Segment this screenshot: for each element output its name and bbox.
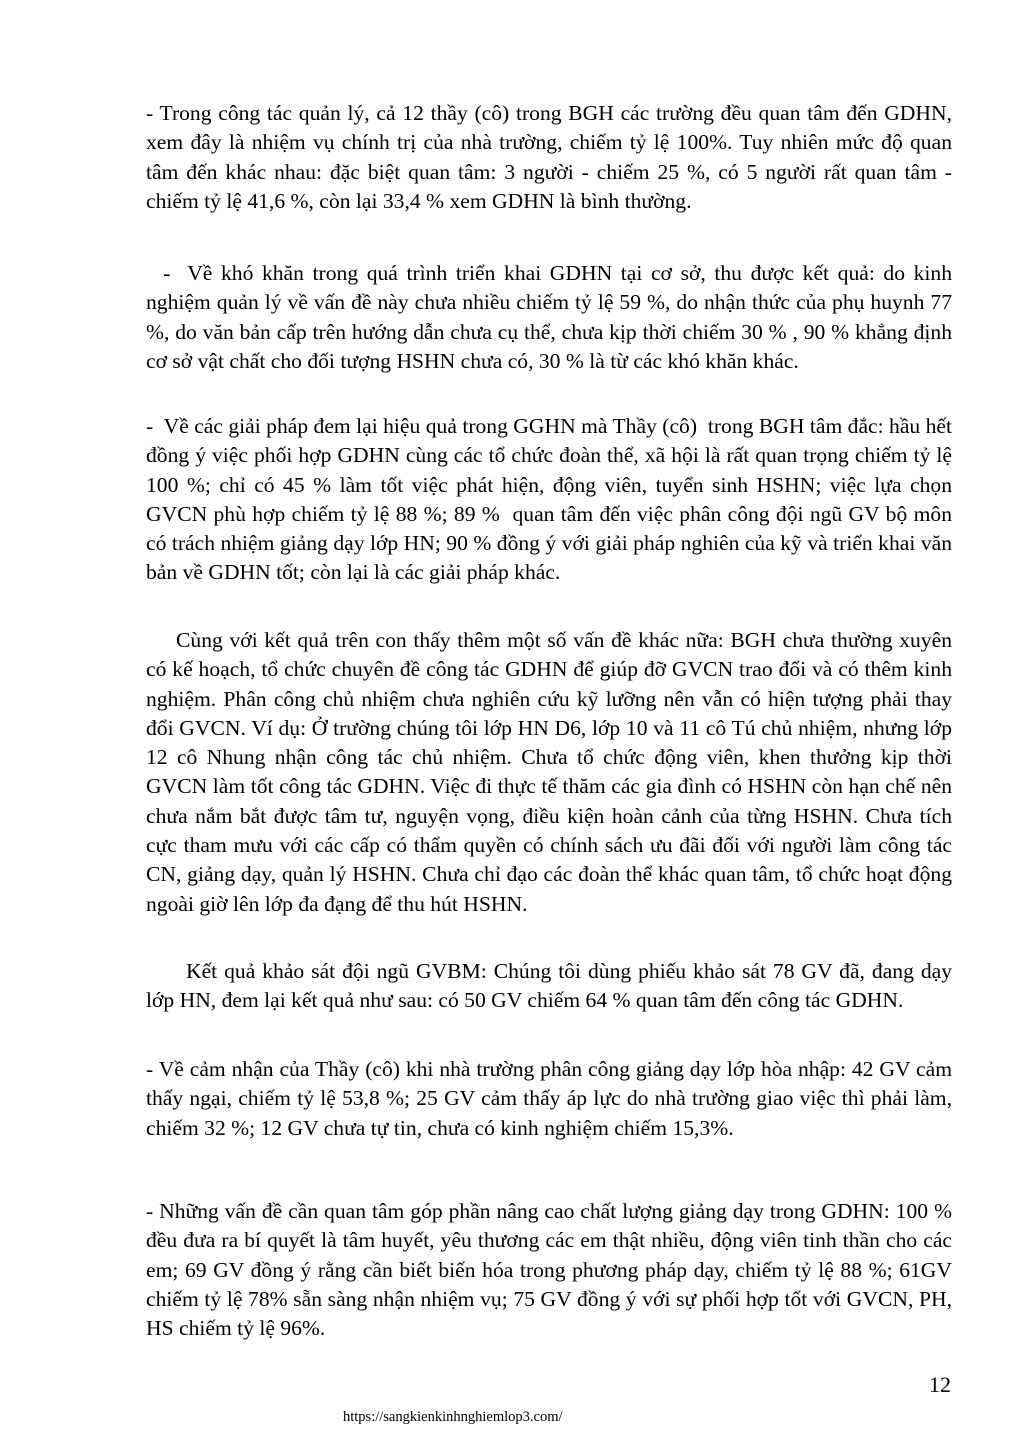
paragraph-other-issues: Cùng với kết quả trên con thấy thêm một số vấn đề khác nữa: BGH chưa thường xuyên có kế hoạch, tổ chức chuyên đề công tác GDHN để giúp đỡ GVCN trao đổi và có thêm kinh nghiệm. Phân công chủ nhiệm chưa nghiên cứu kỹ lưỡng nên vẫn có hiện tượng phải thay đổi GVCN. Ví dụ: Ở trường chúng tôi lớp HN D6, lớp 10 và 11 cô Tú chủ nhiệm, nhưng lớp 12 cô Nhung nhận công tác chủ nhiệm. Chưa tổ chức động viên, khen thưởng kịp thời GVCN làm tốt công tác GDHN. Việc đi thực tế thăm các gia đình có HSHN còn hạn chế nên chưa nắm bắt được tâm tư, nguyện vọng, điều kiện hoàn cảnh của từng HSHN. Chưa tích cực tham mưu với các cấp có thẩm quyền có chính sách ưu đãi đối với người làm công tác CN, giảng dạy, quản lý HSHN. Chưa chỉ đạo các đoàn thể khác quan tâm, tổ chức hoạt động ngoài giờ lên lớp đa đạng để thu hút HSHN. — [146, 628, 952, 916]
footer-url[interactable]: https://sangkienkinhnghiemlop3.com/ — [343, 1409, 563, 1425]
page-number: 12 — [929, 1372, 951, 1397]
paragraph-management: - Trong công tác quản lý, cả 12 thầy (cô) trong BGH các trường đều quan tâm đến GDHN, xem đây là nhiệm vụ chính trị của nhà trường, chiếm tỷ lệ 100%. Tuy nhiên mức độ quan tâm đến khác nhau: đặc biệt quan tâm: 3 người - chiếm 25 %, có 5 người rất quan tâm - chiếm tỷ lệ 41,6 %, còn lại 33,4 % xem GDHN là bình thường. — [146, 101, 952, 213]
paragraph-teacher-feelings: - Về cảm nhận của Thầy (cô) khi nhà trường phân công giảng dạy lớp hòa nhập: 42 GV cảm thấy ngại, chiếm tỷ lệ 53,8 %; 25 GV cảm thấy áp lực do nhà trường giao việc thì phải làm, chiếm 32 %; 12 GV chưa tự tin, chưa có kinh nghiệm chiếm 15,3%. — [146, 1057, 952, 1140]
paragraph-difficulties: - Về khó khăn trong quá trình triển khai GDHN tại cơ sở, thu được kết quả: do kinh nghiệm quản lý về vấn đề này chưa nhiều chiếm tỷ lệ 59 %, do nhận thức của phụ huynh 77 %, do văn bản cấp trên hướng dẫn chưa cụ thể, chưa kịp thời chiếm 30 % , 90 % khẳng định cơ sở vật chất cho đối tượng HSHN chưa có, 30 % là từ các khó khăn khác. — [146, 261, 958, 373]
paragraph-quality-issues: - Những vấn đề cần quan tâm góp phần nâng cao chất lượng giảng dạy trong GDHN: 100 % đều đưa ra bí quyết là tâm huyết, yêu thương các em thật nhiều, động viên tinh thần cho các em; 69 GV đồng ý rằng cần biết biến hóa trong phương pháp dạy, chiếm tỷ lệ 88 %; 61GV chiếm tỷ lệ 78% sẵn sàng nhận nhiệm vụ; 75 GV đồng ý với sự phối hợp tốt với GVCN, PH, HS chiếm tỷ lệ 96%. — [146, 1199, 952, 1341]
paragraph-gvbm-survey: Kết quả khảo sát đội ngũ GVBM: Chúng tôi dùng phiếu khảo sát 78 GV đã, đang dạy lớp HN, đem lại kết quả như sau: có 50 GV chiếm 64 % quan tâm đến công tác GDHN. — [146, 959, 952, 1013]
paragraph-solutions: - Về các giải pháp đem lại hiệu quả trong GGHN mà Thầy (cô) trong BGH tâm đắc: hầu hết đồng ý việc phối hợp GDHN cùng các tổ chức đoàn thể, xã hội là rất quan trọng chiếm tỷ lệ 100 %; chỉ có 45 % làm tốt việc phát hiện, động viên, tuyển sinh HSHN; việc lựa chọn GVCN phù hợp chiếm tỷ lệ 88 %; 89 % quan tâm đến việc phân công đội ngũ GV bộ môn có trách nhiệm giảng dạy lớp HN; 90 % đồng ý với giải pháp nghiên của kỹ và triển khai văn bản về GDHN tốt; còn lại là các giải pháp khác. — [146, 414, 958, 585]
